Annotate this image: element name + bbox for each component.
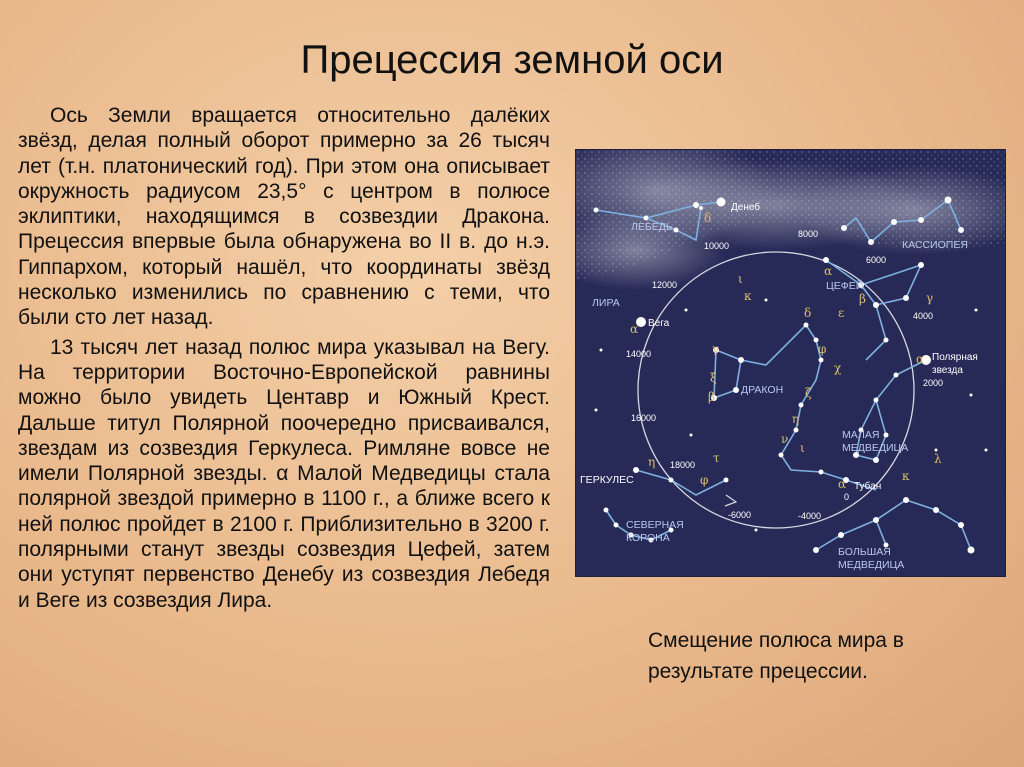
paragraph-2: 13 тысяч лет назад полюс мира указывал на Вегу. На территории Восточно-Европейской равнины можно было увидеть Центавр и Южный Крест. Дальше титул Полярной поочередно присваивался, звездам из созвездия Геркулеса. Римляне вовсе не имели Полярной звезды. α Малой Медведицы стала полярной звездой примерно в 1100 г., а ближе всего к ней полюс пройдет в 2100 г. Приблизительно в 3200 г. полярными станут звезды созвездия Цефей, затем они уступят первенство Денебу из созвездия Лебедя и Веге из созвездия Лира.	[18, 335, 550, 612]
svg-text:ε: ε	[838, 306, 845, 320]
slide-title: Прецессия земной оси	[300, 38, 724, 82]
label-deneb: Денеб	[731, 202, 761, 213]
label-drakon: ДРАКОН	[741, 384, 784, 396]
svg-text:β: β	[859, 292, 866, 306]
year-14000: 14000	[626, 349, 652, 359]
svg-text:ι: ι	[738, 272, 743, 286]
svg-text:κ: κ	[744, 289, 752, 303]
svg-text:η: η	[792, 412, 800, 426]
svg-text:γ: γ	[926, 291, 934, 305]
svg-text:ζ: ζ	[805, 386, 812, 400]
label-bolshaya-1: БОЛЬШАЯ	[838, 546, 891, 558]
svg-text:ν: ν	[781, 432, 789, 446]
label-tuban: Тубан	[854, 481, 882, 492]
svg-text:γ: γ	[712, 342, 720, 356]
svg-text:δ: δ	[804, 306, 812, 320]
year-18000: 18000	[670, 460, 696, 470]
svg-text:δ: δ	[704, 211, 712, 225]
svg-text:ι: ι	[800, 441, 805, 455]
label-gerkules: ГЕРКУЛЕС	[580, 474, 634, 486]
svg-text:α: α	[824, 264, 833, 278]
svg-text:α: α	[838, 477, 847, 491]
year-12000: 12000	[652, 280, 678, 290]
year-8000: 8000	[798, 229, 819, 239]
body-text	[18, 103, 550, 613]
label-vega: Вега	[648, 318, 670, 329]
label-lebed: ЛЕБЕДЬ	[631, 221, 673, 233]
year-4000: 4000	[913, 311, 934, 321]
svg-text:κ: κ	[902, 469, 910, 483]
svg-text:φ: φ	[700, 473, 709, 487]
label-malaya-1: МАЛАЯ	[842, 429, 880, 441]
svg-text:α: α	[916, 352, 925, 366]
svg-text:τ: τ	[713, 451, 720, 465]
milky-way	[576, 150, 1005, 290]
svg-text:φ: φ	[818, 342, 827, 356]
svg-text:χ: χ	[834, 361, 842, 375]
figure-caption: Смещение полюса мира в результате прецессии.	[648, 629, 904, 683]
svg-text:η: η	[648, 455, 656, 469]
year-16000: 16000	[631, 413, 657, 423]
year-2000: 2000	[923, 378, 944, 388]
year-0: 0	[844, 492, 850, 502]
label-lira: ЛИРА	[592, 297, 620, 309]
label-polar-2: звезда	[932, 365, 963, 376]
year-6000: 6000	[866, 255, 887, 265]
star-map-figure	[576, 150, 1005, 576]
label-cefey: ЦЕФЕЙ	[826, 280, 864, 292]
svg-text:ξ: ξ	[710, 371, 717, 385]
direction-arrow	[725, 495, 736, 506]
year-minus-4000: -4000	[798, 511, 822, 521]
svg-text:β: β	[708, 390, 715, 404]
star-map	[576, 150, 1005, 576]
label-severnaya-2: КОРОНА	[626, 532, 670, 544]
svg-text:α: α	[630, 322, 639, 336]
year-minus-6000: -6000	[728, 510, 752, 520]
label-severnaya-1: СЕВЕРНАЯ	[626, 519, 684, 531]
svg-text:λ: λ	[934, 452, 942, 466]
label-kassiopeya: КАССИОПЕЯ	[902, 239, 968, 251]
label-bolshaya-2: МЕДВЕДИЦА	[838, 559, 905, 571]
label-malaya-2: МЕДВЕДИЦА	[842, 442, 909, 454]
year-10000: 10000	[704, 241, 730, 251]
paragraph-1: Ось Земли вращается относительно далёких звёзд, делая полный оборот примерно за 26 тысяч лет (т.н. платонический год). При этом она описывает окружность радиусом 23,5° с центром в полюсе эклиптики, находящимся в созвездии Дракона. Прецессия впервые была обнаружена во II в. до н.э. Гиппархом, который нашёл, что координаты звёзд несколько изменились по сравнению с теми, что были сто лет назад.	[18, 104, 550, 330]
label-polar-1: Полярная	[932, 352, 978, 363]
